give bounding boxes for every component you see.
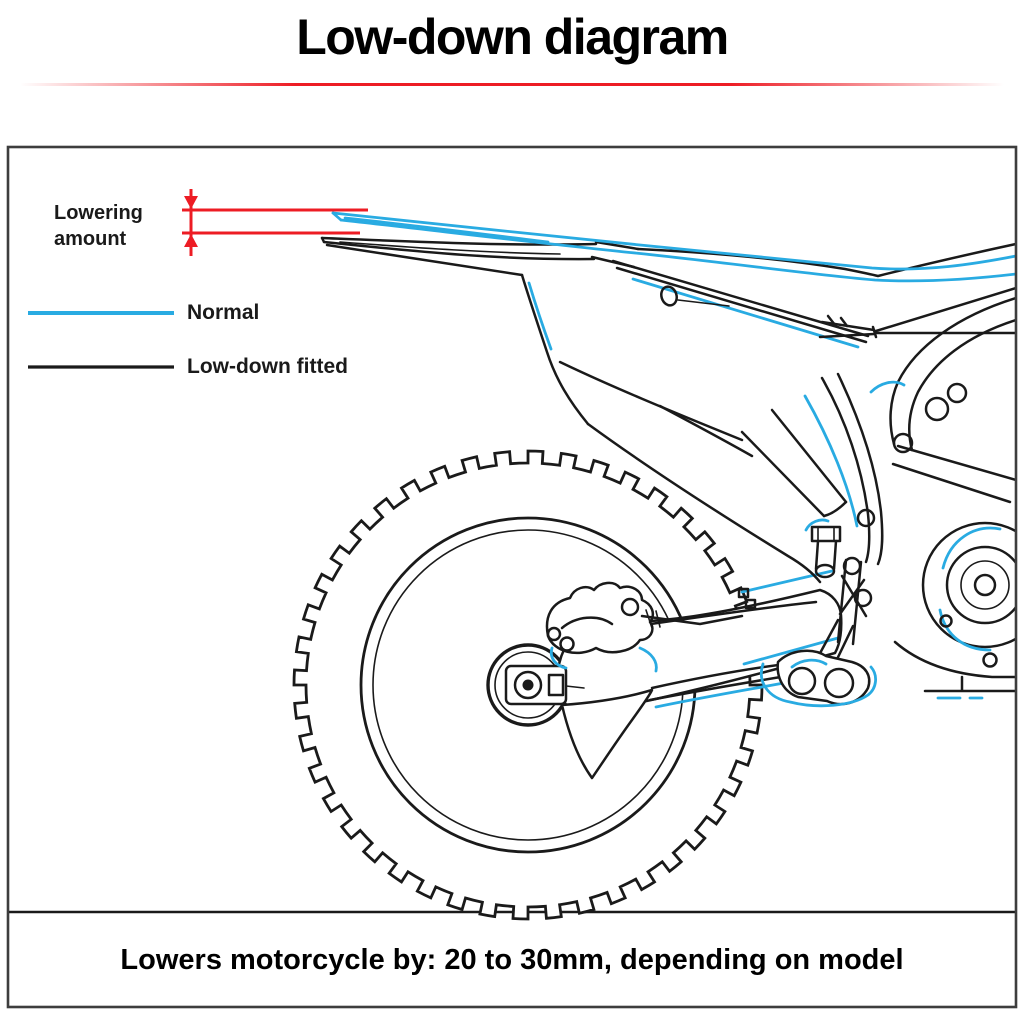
fender-lowdown-outline [322,238,638,275]
page-title: Low-down diagram [296,9,728,65]
legend-lowdown-label: Low-down fitted [187,355,348,378]
arrow-down-icon [184,196,198,209]
shock-absorber [806,520,840,577]
subframe [742,288,1016,516]
legend-normal-label: Normal [187,301,260,324]
seat-normal-outline [333,213,1016,281]
engine [893,446,1024,698]
seat-base-edge [613,261,868,347]
frame-spar [871,298,1016,450]
arrow-up-icon [184,234,198,247]
motorcycle-drawing [294,213,1024,919]
caption-text: Lowers motorcycle by: 20 to 30mm, depending on model [120,944,904,976]
diagram-content [8,189,1024,919]
lowering-amount-label: Lowering amount [54,202,143,250]
